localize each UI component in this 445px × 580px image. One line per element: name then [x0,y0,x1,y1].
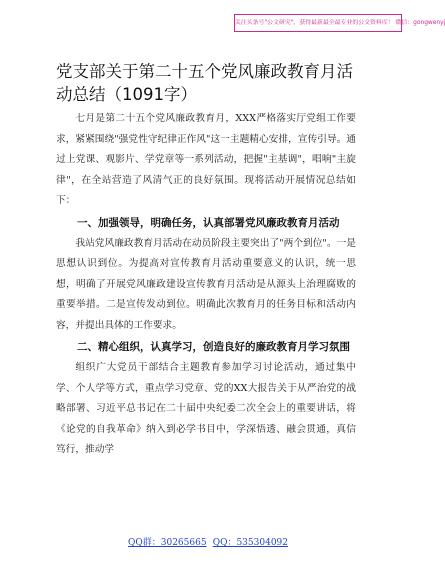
intro-paragraph: 七月是第二十五个党风廉政教育月，XXX严格落实厅党组工作要求，紧紧围绕"强党性守纪律正作风"这一主题精心安排，宣传引导。通过上党课、观影片、学党章等一系列活动，把握"主基调"，唱响"主旋律"，在全站营造了风清气正的良好氛围。现将活动开展情况总结如下： [56,113,356,206]
qq-group-link[interactable]: QQ群：30265665 [128,538,207,548]
section-heading-1: 一、加强领导，明确任务，认真部署党风廉政教育月活动 [77,216,340,229]
page-footer [128,536,288,550]
qq-contact-link[interactable]: QQ：535304092 [212,538,288,548]
section-heading-2: 二、精心组织，认真学习，创造良好的廉政教育月学习氛围 [77,341,350,353]
document-title: 党支部关于第二十五个党风廉政教育月活动总结（1091字） [56,62,353,104]
document-body [56,60,356,461]
promo-banner: 关注头条号"公文研究"，获得最新最全最专业的公文资料库！ 微信：gongwenyj [234,14,402,32]
section-body-2: 组织广大党员干部结合主题教育参加学习讨论活动，通过集中学、个人学等方式，重点学习党章、党的XX大报告关于从严治党的战略部署、习近平总书记在二十届中央纪委二次全会上的重要讲话，将《论党的自我革命》纳入到必学书目中，学深悟透、融会贯通，真信笃行，推动学 [56,362,356,455]
section-body-1: 我站党风廉政教育月活动在动员阶段主要突出了"两个到位"。一是思想认识到位。为提高对宣传教育月活动重要意义的认识，统一思想，明确了开展党风廉政建设宣传教育月活动是从源头上治理腐败的重要举措。二是宣传发动到位。明确此次教育月的任务目标和活动内容，并提出具体的工作要求。 [56,237,356,331]
